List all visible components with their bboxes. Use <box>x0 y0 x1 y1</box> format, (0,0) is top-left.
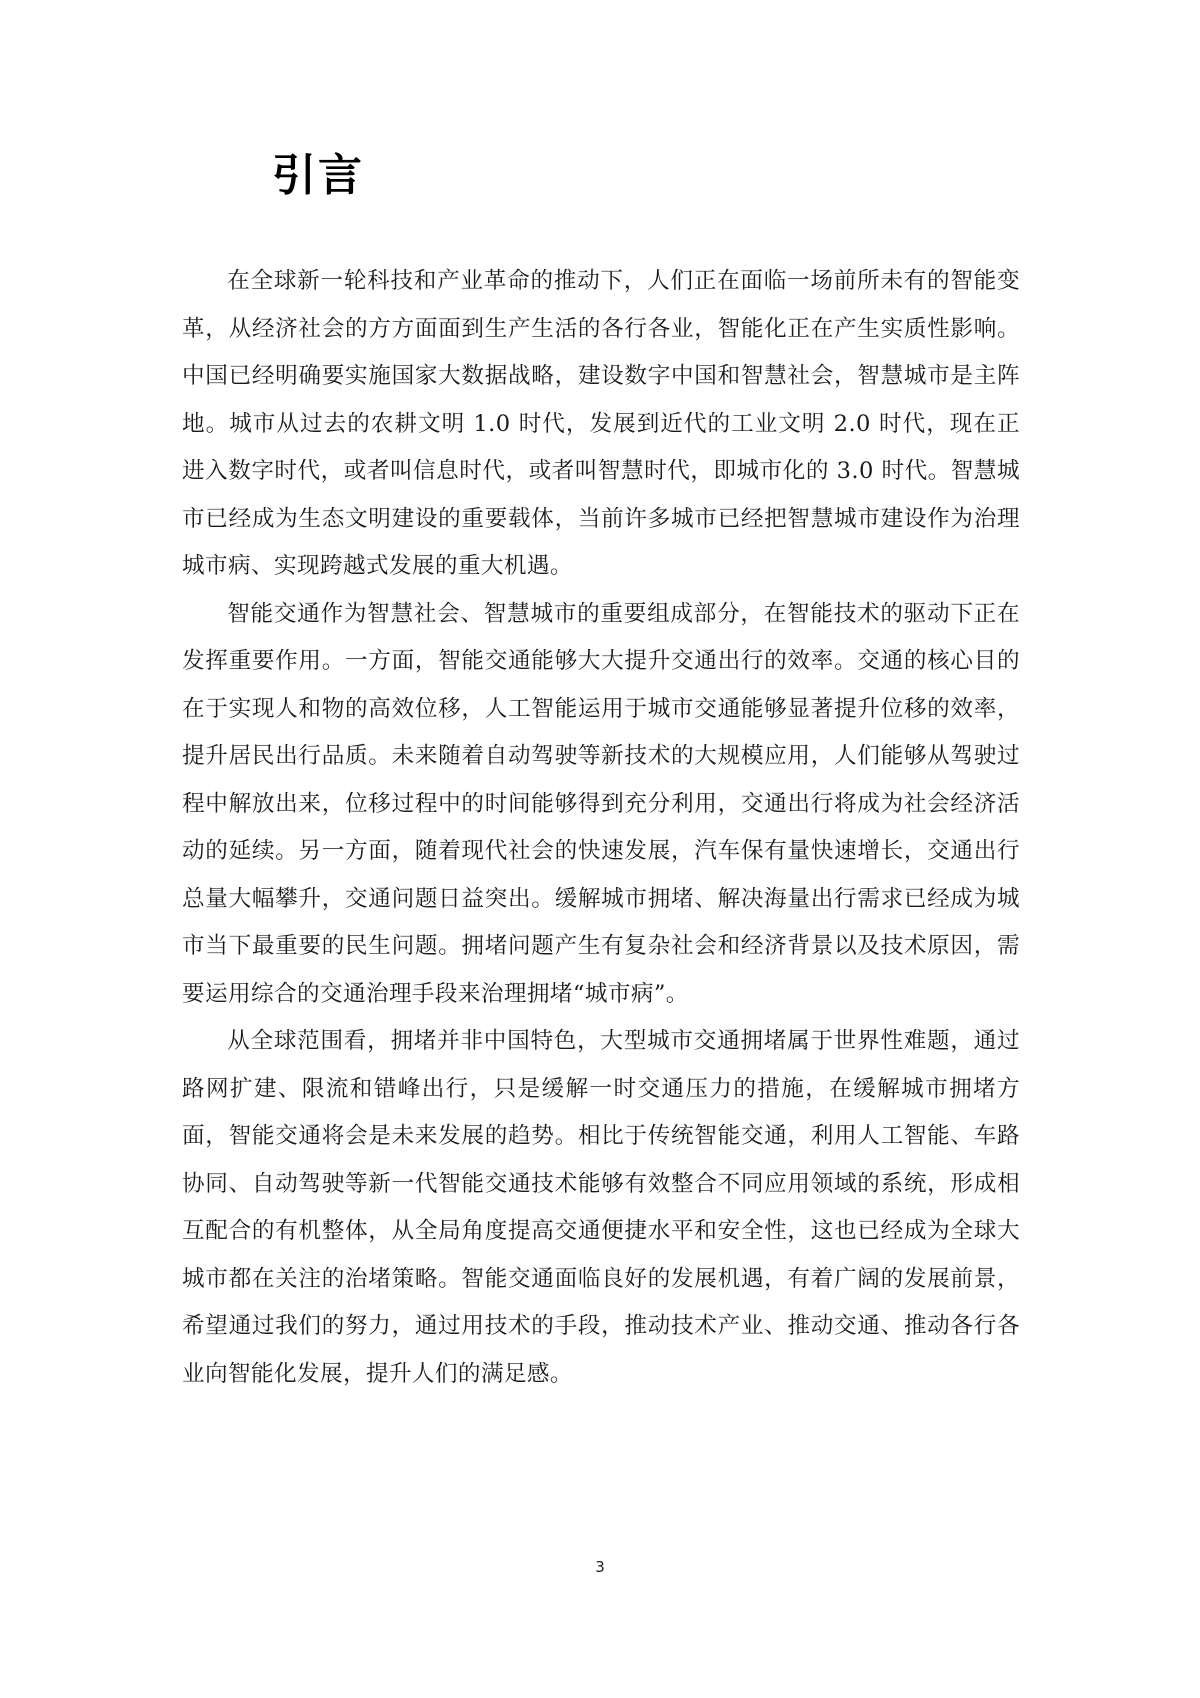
paragraph-1: 在全球新一轮科技和产业革命的推动下，人们正在面临一场前所未有的智能变革，从经济社会的方方面面到生产生活的各行各业，智能化正在产生实质性影响。中国已经明确要实施国家大数据战略，建设数字中国和智慧社会，智慧城市是主阵地。城市从过去的农耕文明 1.0 时代，发展到近代的工业文明 2.0 时代，现在正进入数字时代，或者叫信息时代，或者叫智慧时代，即城市化的 3.0 时代。智慧城市已经成为生态文明建设的重要载体，当前许多城市已经把智慧城市建设作为治理城市病、实现跨越式发展的重大机遇。 <box>182 268 1020 579</box>
paragraph-2: 智能交通作为智慧社会、智慧城市的重要组成部分，在智能技术的驱动下正在发挥重要作用。一方面，智能交通能够大大提升交通出行的效率。交通的核心目的在于实现人和物的高效位移，人工智能运用于城市交通能够显著提升位移的效率，提升居民出行品质。未来随着自动驾驶等新技术的大规模应用，人们能够从驾驶过程中解放出来，位移过程中的时间能够得到充分利用，交通出行将成为社会经济活动的延续。另一方面，随着现代社会的快速发展，汽车保有量快速增长，交通出行总量大幅攀升，交通问题日益突出。缓解城市拥堵、解决海量出行需求已经成为城市当下最重要的民生问题。拥堵问题产生有复杂社会和经济背景以及技术原因，需要运用综合的交通治理手段来治理拥堵“城市病”。 <box>182 600 1020 1007</box>
paragraph-3: 从全球范围看，拥堵并非中国特色，大型城市交通拥堵属于世界性难题，通过路网扩建、限流和错峰出行，只是缓解一时交通压力的措施，在缓解城市拥堵方面，智能交通将会是未来发展的趋势。相比于传统智能交通，利用人工智能、车路协同、自动驾驶等新一代智能交通技术能够有效整合不同应用领域的系统，形成相互配合的有机整体，从全局角度提高交通便捷水平和安全性，这也已经成为全球大城市都在关注的治堵策略。智能交通面临良好的发展机遇，有着广阔的发展前景，希望通过我们的努力，通过用技术的手段，推动技术产业、推动交通、推动各行各业向智能化发展，提升人们的满足感。 <box>182 1028 1020 1387</box>
page-number: 3 <box>595 1558 605 1576</box>
section-heading: 引言 <box>272 150 364 201</box>
body-text <box>182 258 1020 1398</box>
